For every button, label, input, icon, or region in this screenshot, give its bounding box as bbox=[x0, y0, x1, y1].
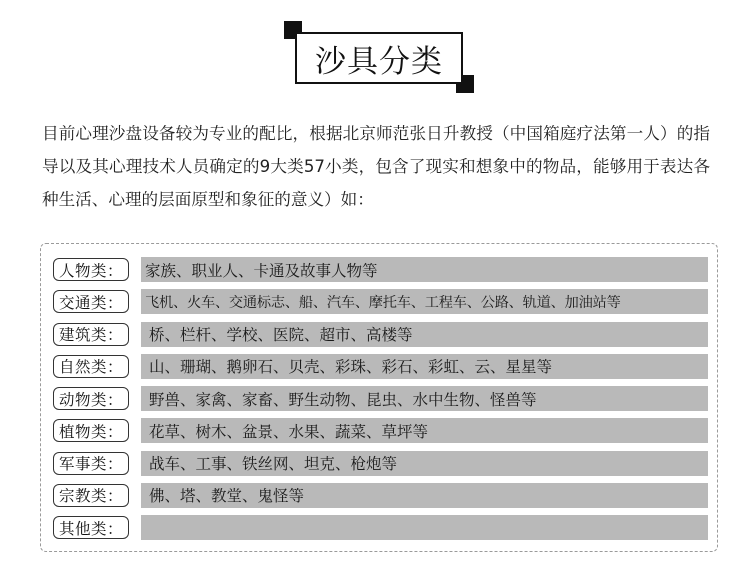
category-items: 野兽、家禽、家畜、野生动物、昆虫、水中生物、怪兽等 bbox=[141, 386, 708, 411]
category-items: 家族、职业人、卡通及故事人物等 bbox=[141, 257, 708, 282]
category-row-nature bbox=[53, 354, 708, 379]
category-row-buildings bbox=[53, 322, 708, 347]
category-row-other bbox=[53, 515, 708, 540]
category-row-people bbox=[53, 257, 708, 282]
page-title: 沙具分类 bbox=[315, 43, 443, 80]
category-label: 交通类： bbox=[53, 290, 129, 313]
category-items: 战车、工事、铁丝网、坦克、枪炮等 bbox=[141, 451, 708, 476]
category-items bbox=[141, 515, 708, 540]
category-row-transport bbox=[53, 289, 708, 314]
title-frame bbox=[295, 32, 463, 84]
category-label: 宗教类： bbox=[53, 484, 129, 507]
categories-panel bbox=[40, 243, 718, 552]
category-label: 建筑类： bbox=[53, 323, 129, 346]
category-items: 桥、栏杆、学校、医院、超市、高楼等 bbox=[141, 322, 708, 347]
category-items: 佛、塔、教堂、鬼怪等 bbox=[141, 483, 708, 508]
title-badge bbox=[284, 21, 474, 93]
category-row-religion bbox=[53, 483, 708, 508]
category-row-military bbox=[53, 451, 708, 476]
intro-paragraph: 目前心理沙盘设备较为专业的配比，根据北京师范张日升教授（中国箱庭疗法第一人）的指导以及其心理技术人员确定的9大类57小类，包含了现实和想象中的物品，能够用于表达各种生活、心理的层面原型和象征的意义）如： bbox=[42, 124, 710, 209]
category-label: 自然类： bbox=[53, 355, 129, 378]
category-label: 人物类： bbox=[53, 258, 129, 281]
category-items: 飞机、火车、交通标志、船、汽车、摩托车、工程车、公路、轨道、加油站等 bbox=[141, 289, 708, 314]
category-label: 动物类： bbox=[53, 387, 129, 410]
category-label: 其他类： bbox=[53, 516, 129, 539]
category-row-plants bbox=[53, 418, 708, 443]
category-list bbox=[53, 257, 708, 540]
category-row-animals bbox=[53, 386, 708, 411]
category-label: 军事类： bbox=[53, 452, 129, 475]
category-items: 花草、树木、盆景、水果、蔬菜、草坪等 bbox=[141, 418, 708, 443]
category-label: 植物类： bbox=[53, 419, 129, 442]
category-items: 山、珊瑚、鹅卵石、贝壳、彩珠、彩石、彩虹、云、星星等 bbox=[141, 354, 708, 379]
